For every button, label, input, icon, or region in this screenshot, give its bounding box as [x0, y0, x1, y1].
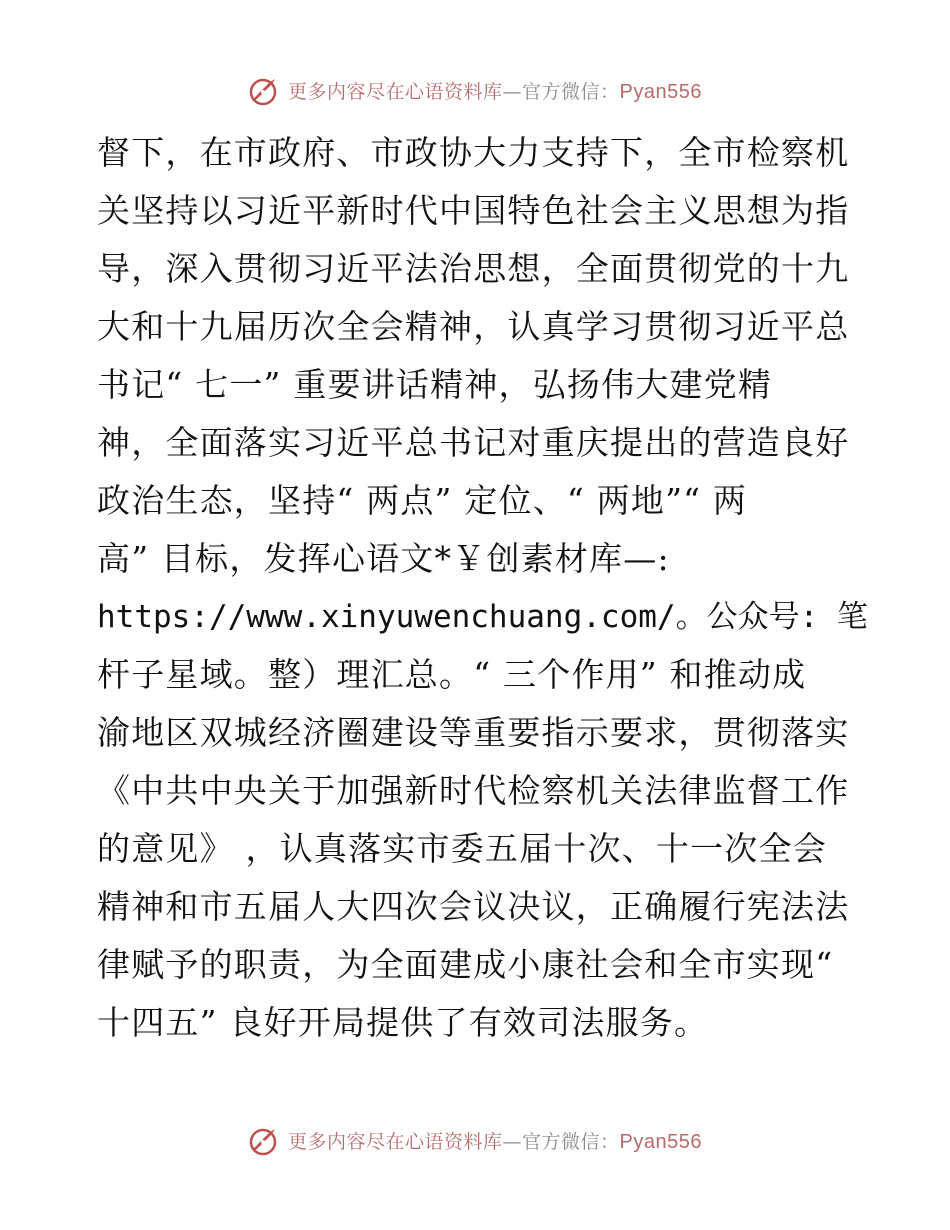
body-line: 政治生态，坚持“ 两点” 定位、“ 两地”“ 两: [97, 481, 748, 520]
banner-official-label: 官方微信：: [522, 1130, 620, 1153]
body-line: 督下，在市政府、市政协大力支持下，全市检察机: [97, 133, 850, 172]
banner-dash: —: [502, 1130, 523, 1153]
body-line: 关坚持以习近平新时代中国特色社会主义思想为指: [97, 191, 850, 230]
pen-nib-logo-icon: [248, 73, 282, 107]
body-line: 大和十九届历次全会精神，认真学习贯彻习近平总: [97, 307, 850, 346]
document-body: [97, 124, 868, 1052]
banner-site-name: 更多内容尽在心语资料库: [288, 1130, 503, 1153]
body-line: 渝地区双城经济圈建设等重要指示要求，贯彻落实: [97, 713, 850, 752]
banner-site-name: 更多内容尽在心语资料库: [288, 80, 503, 103]
header-banner-content: [248, 73, 702, 107]
banner-official-label: 官方微信：: [522, 80, 620, 103]
banner-wechat-id: Pyan556: [619, 1130, 702, 1153]
body-line: 导，深入贯彻习近平法治思想，全面贯彻党的十九: [97, 249, 850, 288]
body-line: 精神和市五届人大四次会议决议，正确履行宪法法: [97, 887, 850, 926]
body-line: 书记“ 七一” 重要讲话精神，弘扬伟大建党精: [97, 365, 773, 404]
header-banner: [0, 70, 950, 110]
body-line: 高” 目标，发挥心语文*￥创素材库—:: [97, 539, 670, 578]
body-line: 《中共中央关于加强新时代检察机关法律监督工作: [97, 771, 850, 810]
body-line: 神，全面落实习近平总书记对重庆提出的营造良好: [97, 423, 850, 462]
body-line: 十四五” 良好开局提供了有效司法服务。: [97, 1003, 709, 1042]
banner-dash: —: [502, 80, 523, 103]
pen-nib-logo-icon: [248, 1123, 282, 1157]
footer-banner: [0, 1120, 950, 1160]
body-line-url: https://www.xinyuwenchuang.com/。公众号: 笔: [97, 599, 868, 635]
footer-banner-content: [248, 1123, 702, 1157]
body-line: 的意见》 ，认真落实市委五届十次、十一次全会: [97, 829, 827, 868]
body-line: 律赋予的职责，为全面建成小康社会和全市实现“: [97, 945, 834, 984]
footer-banner-text: [288, 1127, 702, 1154]
body-line: 杆子星域。整）理汇总。“ 三个作用” 和推动成: [97, 655, 807, 694]
header-banner-text: [288, 77, 702, 104]
banner-wechat-id: Pyan556: [619, 80, 702, 103]
